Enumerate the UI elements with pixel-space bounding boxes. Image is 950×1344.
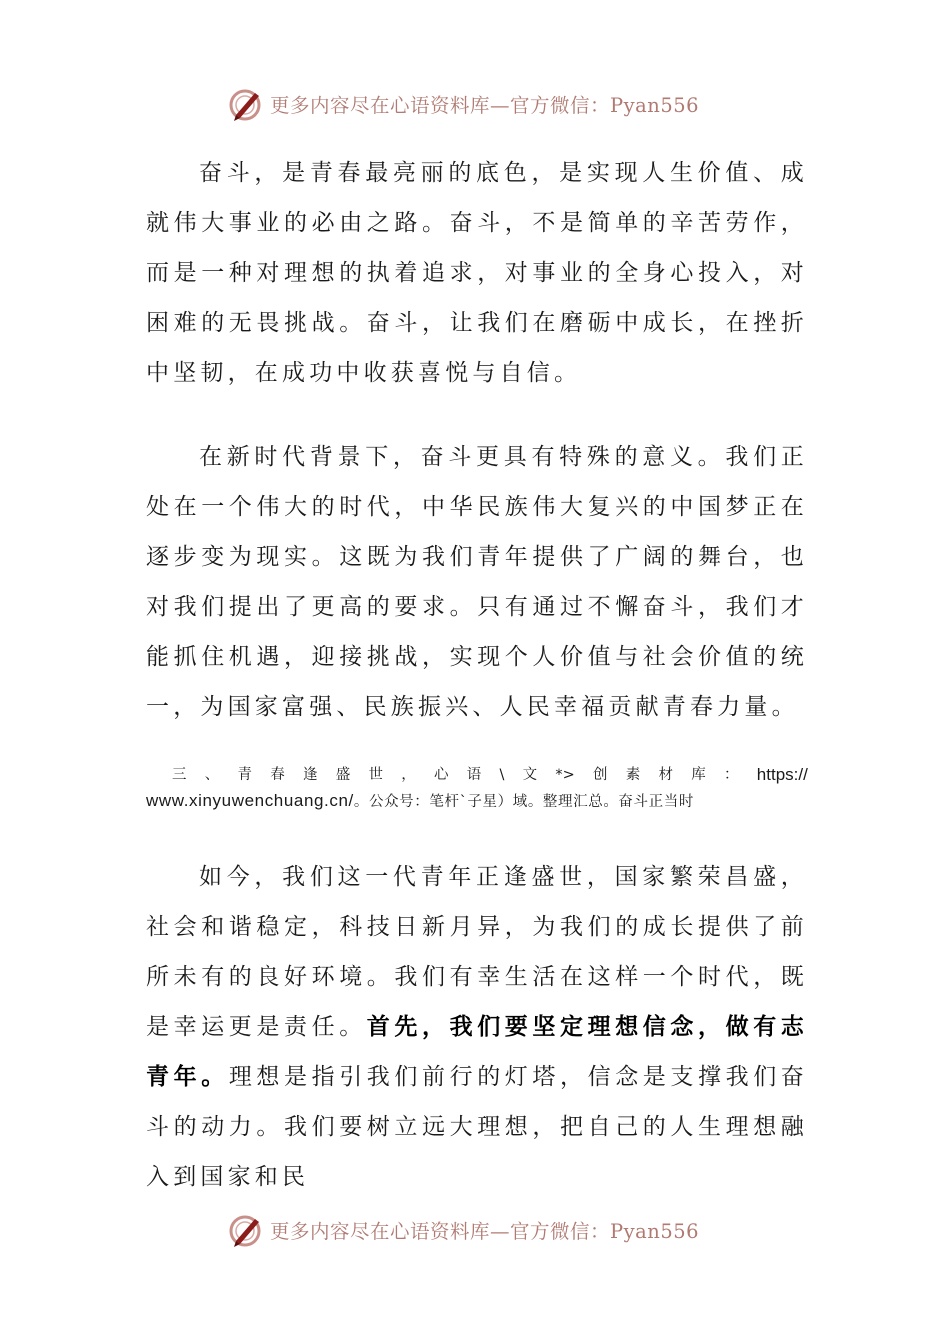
heading-char: \ [499, 767, 505, 783]
paragraph-3-bold-sentence: 首先，我们要坚定理想信念，做有志青年。 [146, 1014, 808, 1090]
heading-char: ， [401, 767, 416, 783]
heading-char: 库 [691, 767, 706, 783]
body-paragraph-2: 在新时代背景下，奋斗更具有特殊的意义。我们正处在一个伟大的时代，中华民族伟大复兴的中国梦正在逐步变为现实。这既为我们青年提供了广阔的舞台，也对我们提出了更高的要求。只有通过不懈奋斗，我们才能抓住机遇，迎接挑战，实现个人价值与社会价值的统一，为国家富强、民族振兴、人民幸福贡献青春力量。 [146, 444, 808, 720]
footer-banner [226, 1208, 746, 1252]
paragraph-3-text-after: 理想是指引我们前行的灯塔，信念是支撑我们奋斗的动力。我们要树立远大理想，把自己的人生理想融入到国家和民 [146, 1064, 809, 1190]
heading-char: 盛 [335, 767, 351, 783]
section-heading-line-2 [146, 788, 808, 815]
heading-char: 春 [270, 767, 285, 783]
heading-char: ： [724, 767, 739, 783]
heading-rest: 。公众号：笔杆`子星）域。整理汇总。奋斗正当时 [353, 794, 694, 810]
heading-url-prefix: https:// [756, 765, 808, 784]
pen-circle-logo-icon [226, 1210, 266, 1250]
section-heading [146, 762, 808, 815]
heading-char: 世 [368, 767, 383, 783]
paragraph-3-text-before: 如今，我们这一代青年正逢盛世，国家繁荣昌盛，社会和谐稳定，科技日新月异，为我们的成长提供了前所未有的良好环境。我们有幸生活在这样一个时代，既是幸运更是责任。 [146, 864, 808, 1040]
heading-url: www.xinyuwenchuang.cn/ [146, 791, 354, 810]
heading-char: 心 [434, 767, 449, 783]
heading-char: 材 [658, 767, 674, 783]
heading-char: 语 [466, 767, 482, 783]
heading-char: 文 [522, 767, 538, 783]
heading-char: 、 [204, 767, 220, 783]
body-paragraph-1: 奋斗，是青春最亮丽的底色，是实现人生价值、成就伟大事业的必由之路。奋斗，不是简单的辛苦劳作，而是一种对理想的执着追求，对事业的全身心投入，对困难的无畏挑战。奋斗，让我们在磨砺中成长，在挫折中坚韧，在成功中收获喜悦与自信。 [146, 160, 808, 386]
heading-char: 素 [625, 767, 641, 783]
banner-text: 更多内容尽在心语资料库—官方微信：Pyan556 [270, 94, 700, 117]
body-paragraph-3 [146, 852, 808, 1202]
banner-text: 更多内容尽在心语资料库—官方微信：Pyan556 [270, 1220, 700, 1243]
section-heading-line-1 [146, 762, 808, 788]
heading-char: 三 [172, 767, 187, 783]
header-banner [226, 82, 746, 126]
heading-char: 创 [593, 767, 608, 783]
heading-char: 逢 [303, 767, 318, 783]
heading-char: 青 [237, 767, 252, 783]
pen-circle-logo-icon [226, 84, 266, 124]
heading-char: *> [555, 767, 575, 783]
